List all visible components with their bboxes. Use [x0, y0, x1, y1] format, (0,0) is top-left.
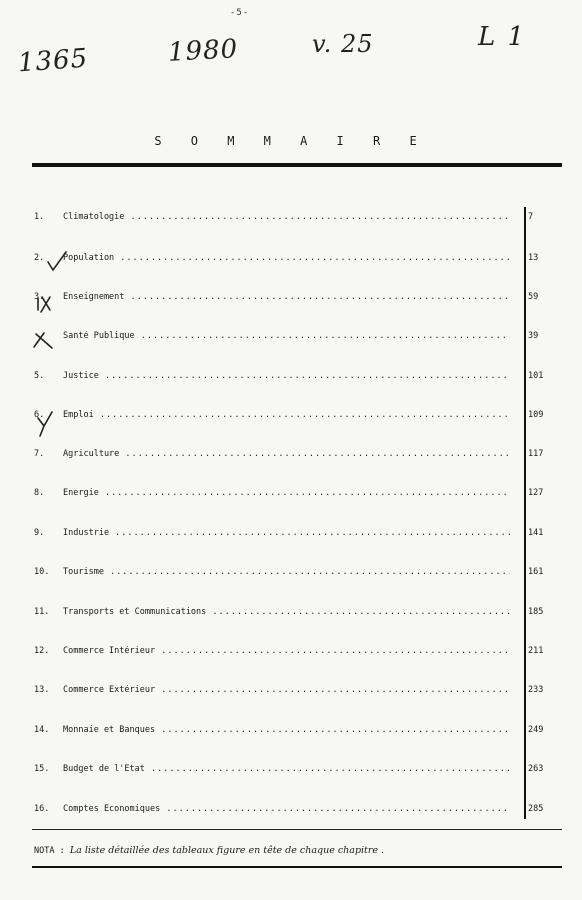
entry-label: Population ..... [63, 253, 510, 263]
entry-page: 39 [528, 331, 539, 341]
entry-number: 16. [34, 804, 50, 814]
entry-number: 15. [34, 764, 50, 774]
entry-label: Monnaie et Banques ..... [63, 725, 510, 735]
entry-label: Climatologie ..... [63, 212, 510, 222]
entry-label: Agriculture ..... [63, 449, 510, 459]
entry-label: Commerce Extérieur ..... [63, 685, 510, 695]
entry-number: 8. [34, 488, 45, 498]
check-mark-icon [48, 252, 66, 270]
entry-page: 101 [528, 371, 544, 381]
entry-number: 1. [34, 212, 45, 222]
entry-number: 13. [34, 685, 50, 695]
entry-label: Santé Publique ..... [63, 331, 510, 341]
entry-page: 211 [528, 646, 544, 656]
entry-page: 109 [528, 410, 544, 420]
footnote-text: La liste détaillée des tableaux figure en tête de chaque chapitre . [69, 845, 385, 856]
page-title: S O M M A I R E [154, 134, 428, 148]
entry-label: Budget de l'Etat ..... [63, 764, 510, 774]
entry-page: 285 [528, 804, 544, 814]
entry-number: 6. [34, 410, 45, 420]
cross-mark-icon [34, 333, 52, 348]
footnote-label: NOTA : [34, 846, 65, 856]
entry-label: Commerce Intérieur ..... [63, 646, 510, 656]
entry-label: Emploi ..... [63, 410, 510, 420]
entry-number: 11. [34, 607, 50, 617]
entry-label: Tourisme ..... [63, 567, 510, 577]
handwritten-volume: v. 25 [312, 30, 374, 58]
handwritten-year: 1980 [167, 34, 239, 68]
entry-page: 127 [528, 488, 544, 498]
entry-label: Enseignement ..... [63, 292, 510, 302]
entry-page: 161 [528, 567, 544, 577]
handwritten-reference: 1365 [17, 43, 90, 79]
handwritten-code: L 1 [478, 22, 527, 52]
footnote [34, 845, 384, 856]
entry-page: 263 [528, 764, 544, 774]
entry-page: 7 [528, 212, 534, 222]
entry-number: 10. [34, 567, 50, 577]
entry-number: 5. [34, 371, 45, 381]
entry-page: 141 [528, 528, 544, 538]
entry-number: 2. [34, 253, 45, 263]
page-number: -5- [230, 8, 250, 18]
entry-page: 185 [528, 607, 544, 617]
footer-divider [32, 829, 562, 830]
entry-number: 9. [34, 528, 45, 538]
entry-page: 59 [528, 292, 539, 302]
entry-number: 7. [34, 449, 45, 459]
entry-label: Transports et Communications ..... [63, 607, 510, 617]
cross-mark-icon [38, 297, 50, 312]
bottom-divider [32, 866, 562, 868]
entry-number: 12. [34, 646, 50, 656]
entry-page: 233 [528, 685, 544, 695]
entry-number: 14. [34, 725, 50, 735]
entry-page: 13 [528, 253, 539, 263]
entry-label: Comptes Economiques ..... [63, 804, 510, 814]
entry-label: Energie ..... [63, 488, 510, 498]
entry-label: Industrie ..... [63, 528, 510, 538]
entry-number: 3. [34, 292, 45, 302]
entry-page: 117 [528, 449, 544, 459]
entry-label: Justice ..... [63, 371, 510, 381]
check-mark-icon [38, 412, 52, 436]
entry-page: 249 [528, 725, 544, 735]
